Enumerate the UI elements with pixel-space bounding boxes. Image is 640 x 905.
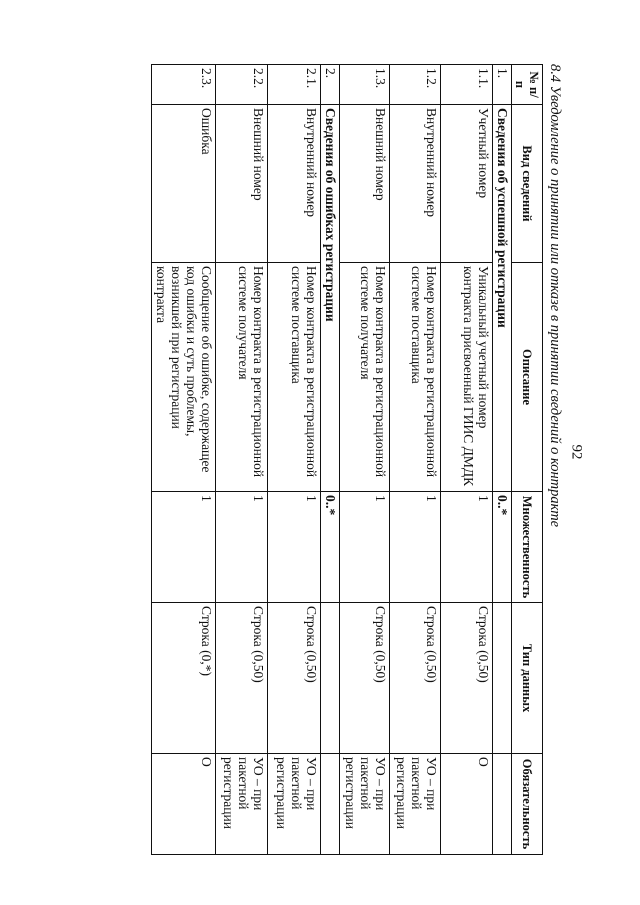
header-cell: Обязательность (512, 754, 543, 855)
multiplicity-cell: 1 (152, 492, 216, 603)
table-row (216, 65, 268, 855)
kind-cell: Внешний номер (216, 105, 268, 263)
section-title-cell: Сведения об успешной регистрации (493, 105, 512, 492)
data-type-cell (321, 603, 340, 754)
table-caption: 8.4 Уведомление о принятии или отказе в принятии сведений о контракте (547, 64, 563, 528)
data-type-cell: Строка (0,50) (268, 603, 321, 754)
kind-cell: Внешний номер (340, 105, 390, 263)
multiplicity-cell: 1 (216, 492, 268, 603)
row-number-cell: 1.2. (390, 65, 441, 105)
description-cell: Номер контракта в регистрационной системе получателя (216, 263, 268, 492)
row-number-cell: 2.1. (268, 65, 321, 105)
requirement-cell: УО – при пакетной регистрации (268, 754, 321, 855)
multiplicity-cell: 1 (441, 492, 493, 603)
data-type-cell (493, 603, 512, 754)
row-number-cell: 1.1. (441, 65, 493, 105)
description-cell: Номер контракта в регистрационной системе получателя (340, 263, 390, 492)
requirement-cell (321, 754, 340, 855)
data-type-cell: Строка (0,50) (340, 603, 390, 754)
data-type-cell: Строка (0,*) (152, 603, 216, 754)
section-title-cell: Сведения об ошибках регистрации (321, 105, 340, 492)
requirement-cell: УО – при пакетной регистрации (340, 754, 390, 855)
table-body (152, 65, 512, 855)
multiplicity-cell: 1 (340, 492, 390, 603)
table-row (340, 65, 390, 855)
multiplicity-cell: 1 (268, 492, 321, 603)
row-number-cell: 2.2. (216, 65, 268, 105)
requirement-cell: О (152, 754, 216, 855)
description-cell: Номер контракта в регистрационной системе поставщика (390, 263, 441, 492)
header-cell: Множественность (512, 492, 543, 603)
kind-cell: Внутренний номер (268, 105, 321, 263)
kind-cell: Ошибка (152, 105, 216, 263)
table-row (152, 65, 216, 855)
description-cell: Номер контракта в регистрационной системе поставщика (268, 263, 321, 492)
header-cell: Вид сведений (512, 105, 543, 263)
requirement-cell (493, 754, 512, 855)
description-cell: Уникальный учетный номер контракта присвоенный ГИИС ДМДК (441, 263, 493, 492)
row-number-cell: 1.3. (340, 65, 390, 105)
page-number: 92 (568, 444, 585, 460)
description-cell: Сообщение об ошибке, содержащее код ошибки и суть проблемы, возникшей при регистрации контракта (152, 263, 216, 492)
data-type-cell: Строка (0,50) (441, 603, 493, 754)
header-cell: № п/п (512, 65, 543, 105)
multiplicity-cell: 1 (390, 492, 441, 603)
data-type-cell: Строка (0,50) (390, 603, 441, 754)
row-number-cell: 2. (321, 65, 340, 105)
row-number-cell: 1. (493, 65, 512, 105)
data-type-cell: Строка (0,50) (216, 603, 268, 754)
table-row (390, 65, 441, 855)
table-header-row (512, 65, 543, 855)
row-number-cell: 2.3. (152, 65, 216, 105)
header-cell: Тип данных (512, 603, 543, 754)
section-row (493, 65, 512, 855)
requirement-cell: УО – при пакетной регистрации (216, 754, 268, 855)
table-row (268, 65, 321, 855)
section-row (321, 65, 340, 855)
multiplicity-cell: 0..* (321, 492, 340, 603)
multiplicity-cell: 0..* (493, 492, 512, 603)
contract-notification-table (151, 64, 543, 855)
kind-cell: Учетный номер (441, 105, 493, 263)
requirement-cell: О (441, 754, 493, 855)
rotated-page-content (20, 64, 565, 854)
header-cell: Описание (512, 263, 543, 492)
kind-cell: Внутренний номер (390, 105, 441, 263)
table-row (441, 65, 493, 855)
requirement-cell: УО – при пакетной регистрации (390, 754, 441, 855)
